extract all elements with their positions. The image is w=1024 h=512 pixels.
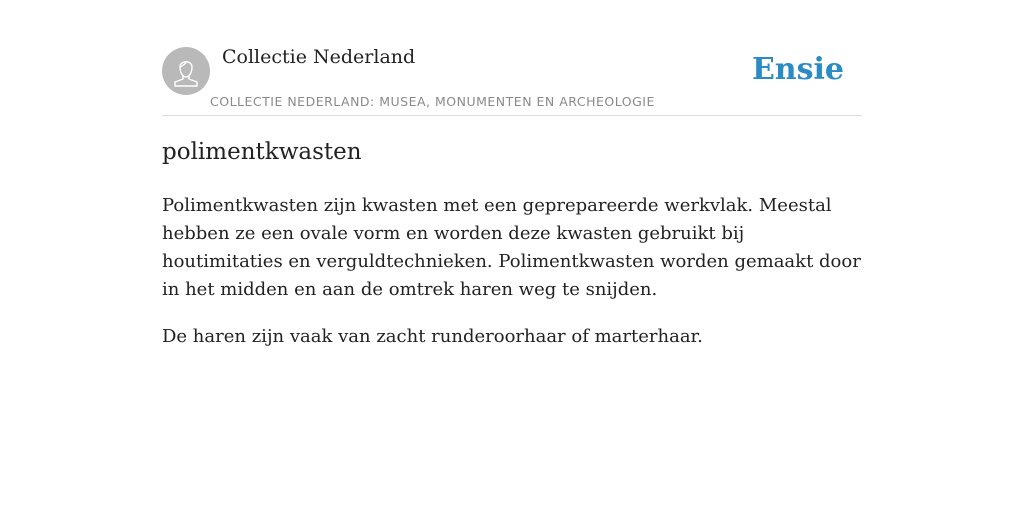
entry-content	[162, 192, 862, 370]
user-icon	[162, 47, 210, 95]
brand-logo[interactable]: Ensie	[751, 52, 844, 87]
entry-header	[162, 44, 862, 116]
avatar[interactable]	[162, 47, 210, 95]
entry-paragraph: Polimentkwasten zijn kwasten met een geprepareerde werkvlak. Meestal hebben ze een ovale vorm en worden deze kwasten gebruikt bij houtimitaties en verguldtechnieken. Polimentkwasten worden gemaakt door in het midden en aan de omtrek haren weg te snijden.	[162, 195, 861, 300]
source-label[interactable]: COLLECTIE NEDERLAND: MUSEA, MONUMENTEN EN ARCHEOLOGIE	[210, 94, 655, 109]
entry-paragraph: De haren zijn vaak van zacht runderoorhaar of marterhaar.	[162, 326, 703, 347]
entry-term: polimentkwasten	[162, 139, 362, 165]
author-name[interactable]: Collectie Nederland	[222, 46, 416, 68]
